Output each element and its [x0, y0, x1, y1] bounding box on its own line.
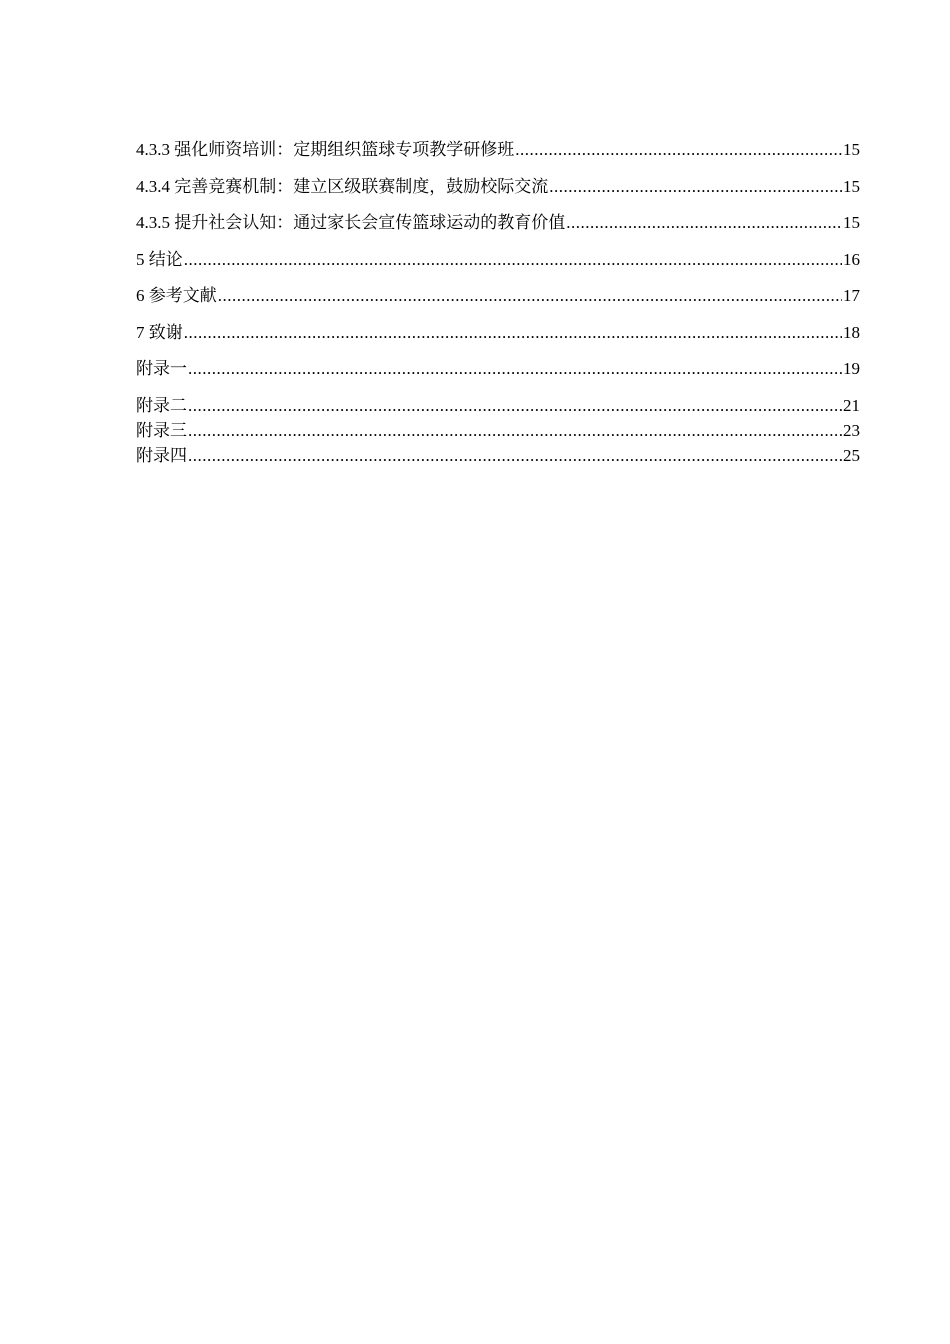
toc-entry-4-3-5[interactable] — [136, 212, 860, 234]
table-of-contents — [136, 139, 860, 470]
toc-dot-leader — [549, 176, 842, 198]
toc-entry-page-number: 15 — [843, 176, 860, 196]
toc-dot-leader — [218, 285, 842, 307]
toc-dot-leader — [184, 249, 842, 271]
toc-entry-appendix-2[interactable] — [136, 395, 860, 417]
toc-entry-page-number: 16 — [843, 249, 860, 269]
toc-dot-leader — [188, 445, 842, 467]
toc-entry-appendix-1[interactable] — [136, 358, 860, 380]
toc-dot-leader — [566, 212, 842, 234]
toc-entry-title: 5 结论 — [136, 249, 183, 269]
toc-entry-conclusion[interactable] — [136, 249, 860, 271]
toc-entry-title: 6 参考文献 — [136, 286, 217, 305]
toc-dot-leader — [184, 322, 842, 344]
toc-entry-appendix-4[interactable] — [136, 445, 860, 467]
toc-dot-leader — [188, 395, 842, 417]
toc-entry-references[interactable] — [136, 285, 860, 307]
toc-entry-title: 4.3.4 完善竞赛机制：建立区级联赛制度，鼓励校际交流 — [136, 176, 549, 196]
toc-entry-page-number: 23 — [843, 420, 860, 440]
toc-entry-page-number: 19 — [843, 359, 860, 378]
toc-entry-title: 附录三 — [136, 420, 187, 440]
toc-entry-4-3-4[interactable] — [136, 176, 860, 198]
toc-entry-title: 附录二 — [136, 395, 187, 415]
toc-entry-page-number: 25 — [843, 445, 860, 465]
toc-dot-leader — [515, 139, 842, 161]
toc-entry-title: 附录一 — [136, 359, 187, 378]
toc-entry-acknowledgements[interactable] — [136, 322, 860, 344]
toc-entry-page-number: 21 — [843, 395, 860, 415]
toc-dot-leader — [188, 358, 842, 380]
toc-dot-leader — [188, 420, 842, 442]
toc-entry-page-number: 18 — [843, 322, 860, 342]
toc-entry-title: 附录四 — [136, 445, 187, 465]
toc-entry-page-number: 15 — [843, 213, 860, 232]
toc-entry-title: 7 致谢 — [136, 322, 183, 342]
toc-entry-page-number: 17 — [843, 286, 860, 305]
toc-entry-title: 4.3.5 提升社会认知：通过家长会宣传篮球运动的教育价值 — [136, 213, 566, 232]
toc-entry-appendix-3[interactable] — [136, 420, 860, 442]
toc-entry-page-number: 15 — [843, 140, 860, 159]
toc-entry-4-3-3[interactable] — [136, 139, 860, 161]
toc-entry-title: 4.3.3 强化师资培训：定期组织篮球专项教学研修班 — [136, 140, 515, 159]
